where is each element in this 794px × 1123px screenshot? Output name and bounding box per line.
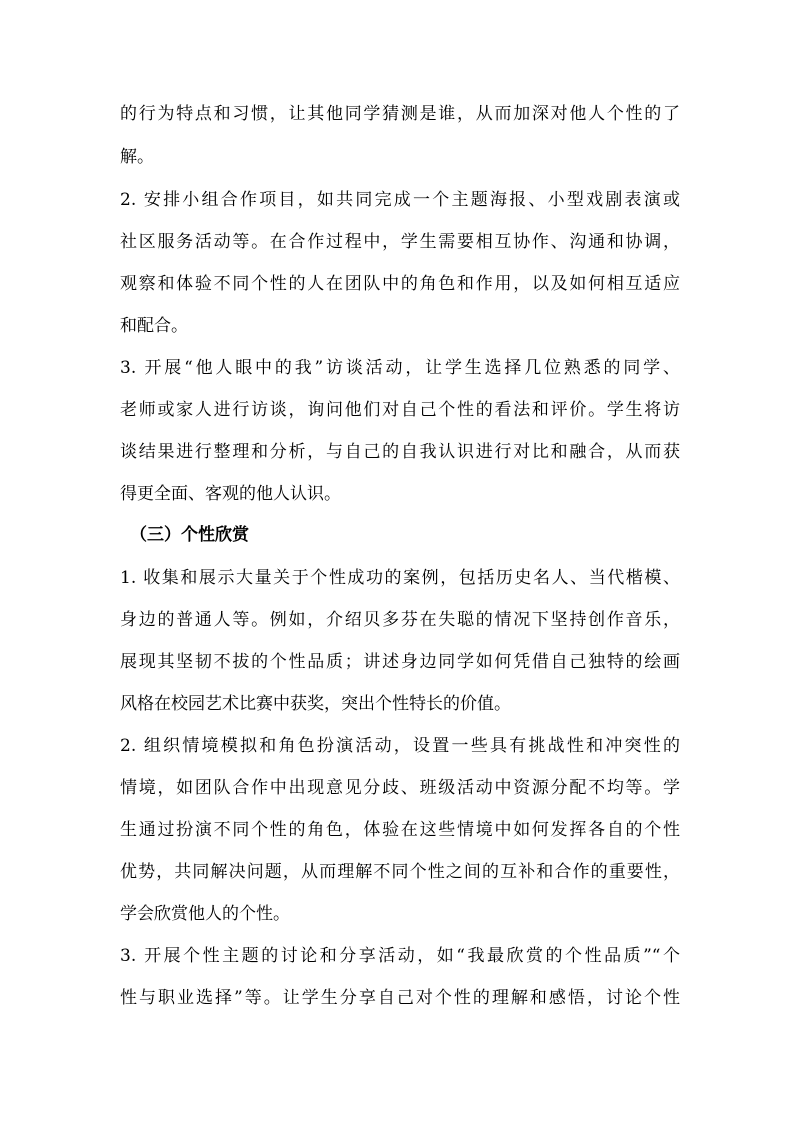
body-text-line: 身边的普通人等。例如，介绍贝多芬在失聪的情况下坚持创作音乐， (120, 610, 680, 630)
body-text-line: 展现其坚韧不拔的个性品质；讲述身边同学如何凭借自己独特的绘画 (120, 652, 680, 672)
list-item-line: 2. 组织情境模拟和角色扮演活动，设置一些具有挑战性和冲突性的 (120, 736, 680, 756)
body-text-line: 学会欣赏他人的个性。 (120, 904, 290, 924)
body-text-line: 的行为特点和习惯，让其他同学猜测是谁，从而加深对他人个性的了 (120, 104, 680, 124)
body-text-line: 和配合。 (120, 316, 188, 336)
body-text-line: 生通过扮演不同个性的角色，体验在这些情境中如何发挥各自的个性 (120, 820, 680, 840)
body-text-line: 得更全面、客观的他人认识。 (120, 484, 341, 504)
body-text-line: 情境，如团队合作中出现意见分歧、班级活动中资源分配不均等。学 (120, 778, 680, 798)
body-text-line: 谈结果进行整理和分析，与自己的自我认识进行对比和融合，从而获 (120, 442, 680, 462)
list-item-line: 3. 开展“他人眼中的我”访谈活动，让学生选择几位熟悉的同学、 (120, 358, 680, 378)
body-text-line: 社区服务活动等。在合作过程中，学生需要相互协作、沟通和协调， (120, 232, 680, 252)
body-text-line: 观察和体验不同个性的人在团队中的角色和作用，以及如何相互适应 (120, 274, 680, 294)
body-text-line: 优势，共同解决问题，从而理解不同个性之间的互补和合作的重要性， (120, 862, 680, 882)
body-text-line: 性与职业选择”等。让学生分享自己对个性的理解和感悟，讨论个性 (120, 988, 680, 1008)
section-heading: （三）个性欣赏 (130, 525, 249, 545)
list-item-line: 1. 收集和展示大量关于个性成功的案例，包括历史名人、当代楷模、 (120, 568, 680, 588)
body-text-line: 老师或家人进行访谈，询问他们对自己个性的看法和评价。学生将访 (120, 400, 680, 420)
body-text-line: 风格在校园艺术比赛中获奖，突出个性特长的价值。 (120, 694, 511, 714)
body-text-line: 解。 (120, 147, 154, 167)
list-item-line: 3. 开展个性主题的讨论和分享活动，如“我最欣赏的个性品质”“个 (120, 946, 680, 966)
list-item-line: 2. 安排小组合作项目，如共同完成一个主题海报、小型戏剧表演或 (120, 190, 680, 210)
